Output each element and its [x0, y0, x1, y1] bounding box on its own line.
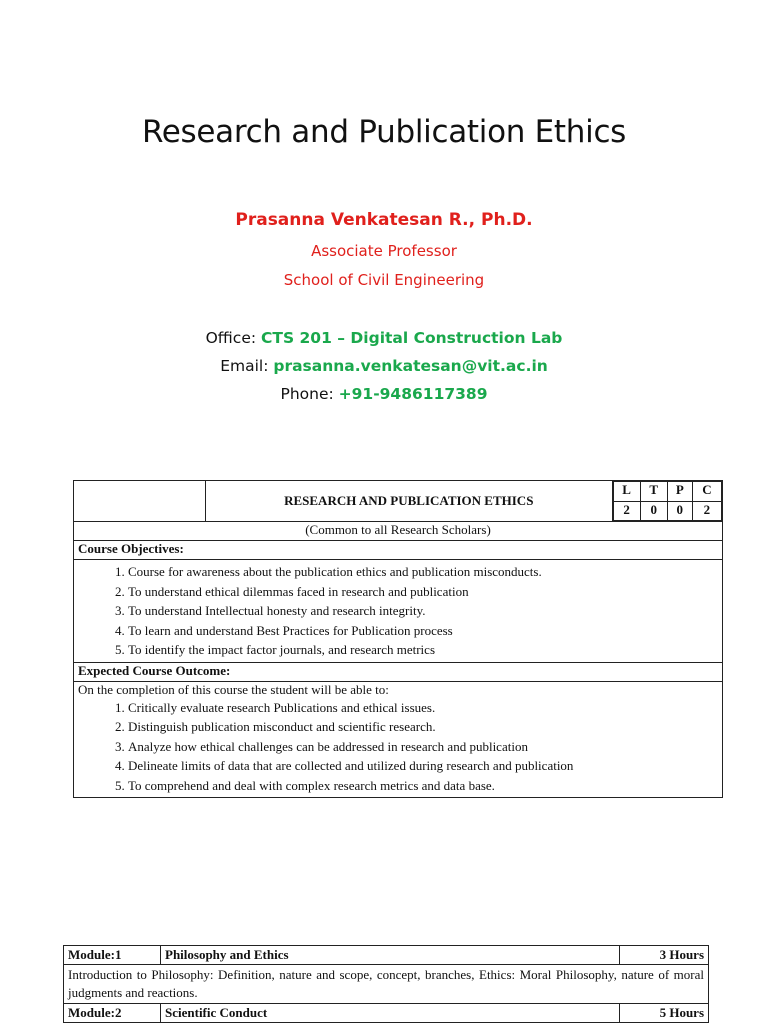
- objectives-cell: [74, 560, 723, 663]
- outcome-item: 2. Distinguish publication misconduct and scientific research.: [128, 717, 718, 737]
- module-table: [63, 945, 709, 1023]
- office-value: CTS 201 – Digital Construction Lab: [261, 329, 563, 347]
- objectives-list: [78, 562, 718, 660]
- course-title: RESEARCH AND PUBLICATION ETHICS: [206, 481, 613, 522]
- module-hours: 3 Hours: [620, 946, 709, 965]
- objective-item: 3. To understand Intellectual honesty and research integrity.: [128, 601, 718, 621]
- office-label: Office:: [205, 329, 262, 347]
- presenter-school: School of Civil Engineering: [283, 271, 485, 289]
- ltpc-header-l: L: [613, 482, 640, 502]
- outcome-item: 1. Critically evaluate research Publications and ethical issues.: [128, 698, 718, 718]
- objective-item: 4. To learn and understand Best Practices for Publication process: [128, 621, 718, 641]
- ltpc-value-p: 0: [667, 501, 692, 521]
- ltpc-value-t: 0: [640, 501, 667, 521]
- slide-title: Research and Publication Ethics: [141, 114, 627, 150]
- ltpc-value-l: 2: [613, 501, 640, 521]
- objective-item: 2. To understand ethical dilemmas faced in research and publication: [128, 582, 718, 602]
- presenter-name: Prasanna Venkatesan R., Ph.D.: [235, 210, 533, 230]
- email-line: [0, 357, 768, 375]
- office-line: [0, 329, 768, 347]
- module-hours: 5 Hours: [620, 1004, 709, 1023]
- email-link[interactable]: prasanna.venkatesan@vit.ac.in: [273, 357, 548, 375]
- module-number: Module:2: [64, 1004, 161, 1023]
- module-title: Philosophy and Ethics: [161, 946, 620, 965]
- phone-value: +91-9486117389: [338, 385, 488, 403]
- ltpc-header-c: C: [692, 482, 721, 502]
- ltpc-value-c: 2: [692, 501, 721, 521]
- course-table: [73, 480, 723, 798]
- outcome-item: 5. To comprehend and deal with complex research metrics and data base.: [128, 776, 718, 796]
- presenter-role: Associate Professor: [311, 242, 457, 260]
- outcomes-list: [78, 698, 718, 796]
- module-description: Introduction to Philosophy: Definition, nature and scope, concept, branches, Ethics: Moral Philosophy, nature of moral judgments and reactions.: [64, 965, 709, 1004]
- outcome-item: 4. Delineate limits of data that are collected and utilized during research and publication: [128, 756, 718, 776]
- objective-item: 5. To identify the impact factor journals, and research metrics: [128, 640, 718, 660]
- email-label: Email:: [220, 357, 274, 375]
- module-number: Module:1: [64, 946, 161, 965]
- objective-item: 1. Course for awareness about the publication ethics and publication misconducts.: [128, 562, 718, 582]
- ltpc-header-p: P: [667, 482, 692, 502]
- outcome-item: 3. Analyze how ethical challenges can be addressed in research and publication: [128, 737, 718, 757]
- objectives-heading: Course Objectives:: [74, 541, 723, 560]
- ltpc-grid: [613, 481, 722, 521]
- ltpc-header-t: T: [640, 482, 667, 502]
- course-subtitle: (Common to all Research Scholars): [74, 522, 723, 541]
- outcomes-cell: [74, 681, 723, 798]
- ltpc-cell: [612, 481, 722, 522]
- phone-line: [0, 385, 768, 403]
- module-title: Scientific Conduct: [161, 1004, 620, 1023]
- course-code-cell: [74, 481, 206, 522]
- phone-label: Phone:: [280, 385, 339, 403]
- outcome-intro: On the completion of this course the student will be able to:: [78, 681, 389, 697]
- outcome-heading: Expected Course Outcome:: [74, 662, 723, 681]
